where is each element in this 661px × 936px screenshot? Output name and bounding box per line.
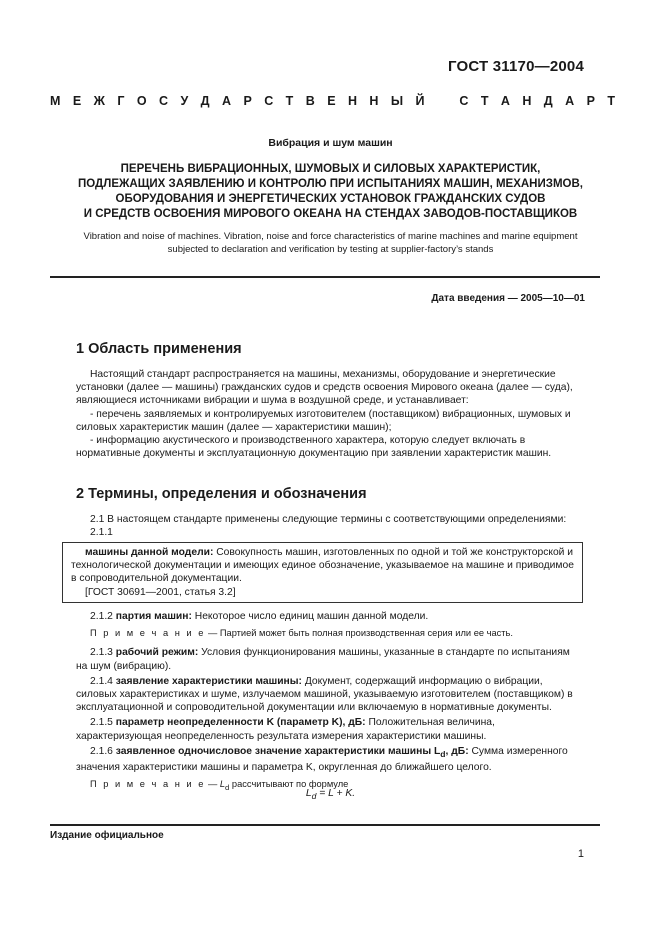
letter: Н — [369, 94, 379, 108]
clause-number: 2.1.1 — [90, 527, 113, 539]
term-text: заявленное одночисловое значение характеристики машины L — [115, 745, 441, 757]
introduction-date: Дата введения — 2005—10—01 — [431, 293, 585, 304]
definition-text: Документ, содержащий информацию о вибрации, силовых характеристиках и шуме, излучаемом машиной, указываемую изготовителем (поставщиком) в эксплуатационной и сопроводительной документации или включаемую в нормативные документы. — [76, 675, 573, 714]
title-line: ПОДЛЕЖАЩИХ ЗАЯВЛЕНИЮ И КОНТРОЛЮ ПРИ ИСПЫТАНИЯХ МАШИН, МЕХАНИЗМОВ, — [78, 178, 583, 190]
standard-type-heading — [50, 94, 615, 108]
note-text: рассчитывают по формуле — [229, 779, 349, 790]
english-title — [30, 230, 631, 256]
title-line: ОБОРУДОВАНИЯ И ЭНЕРГЕТИЧЕСКИХ УСТАНОВОК ГРАЖДАНСКИХ СУДОВ — [115, 193, 546, 205]
definition-text: Условия функционирования машины, указанные в стандарте по испытаниям на шум (вибрацию). — [76, 647, 570, 672]
document-subtitle: Вибрация и шум машин — [268, 137, 393, 149]
letter: Н — [347, 94, 357, 108]
title-line: ПЕРЕЧЕНЬ ВИБРАЦИОННЫХ, ШУМОВЫХ И СИЛОВЫХ ХАРАКТЕРИСТИК, — [120, 163, 541, 175]
term-end: , дБ: — [445, 745, 469, 757]
note-dash: — — [205, 779, 220, 790]
letter: Г — [117, 94, 125, 108]
list-item: - информацию акустического и производственного характера, которую следует включать в нормативные документы и эксплуатационную документацию при заявлении характеристик машин. — [76, 435, 552, 460]
formula-rhs: = L + K. — [316, 788, 356, 799]
term-definition-box — [62, 542, 583, 603]
letter: Т — [285, 94, 294, 108]
letter: С — [459, 94, 469, 108]
subscript: d — [440, 748, 446, 759]
term: рабочий режим: — [115, 647, 199, 659]
letter: А — [565, 94, 575, 108]
clause-2-1 — [76, 513, 582, 539]
document-title — [30, 162, 631, 222]
definition — [76, 675, 582, 715]
definition — [76, 646, 582, 672]
section-2-body — [76, 610, 582, 794]
footer-divider — [50, 824, 600, 826]
section-1-body — [76, 368, 582, 460]
page-number: 1 — [577, 848, 584, 860]
letter: М — [50, 94, 61, 108]
definition-text: Совокупность машин, изготовленных по одной и той же конструкторской и технологической документации и имеющих единое обозначение, указываемое на машине и приводимое в сопроводительной документации. — [71, 547, 574, 585]
formula-lhs: L — [305, 788, 312, 799]
title-divider — [50, 276, 600, 278]
letter: Н — [522, 94, 532, 108]
clause-number: 2.1.5 — [90, 717, 113, 729]
section-2-heading: 2 Термины, определения и обозначения — [76, 486, 367, 502]
letter: Д — [200, 94, 210, 108]
definition-text: Некоторое число единиц машин данной модели. — [191, 611, 429, 622]
clause-number: 2.1.6 — [90, 745, 113, 757]
letter: Е — [72, 94, 82, 108]
letter: Р — [586, 94, 595, 108]
note-text: — Партией может быть полная производственная серия или ее часть. — [205, 628, 513, 639]
source-reference: [ГОСТ 30691—2001, статья 3.2] — [85, 586, 236, 598]
gost-number: ГОСТ 31170—2004 — [447, 58, 584, 75]
subscript: d — [311, 791, 317, 802]
definition-text: Положительная величина, характеризующая неопределенность результата измерения характеристики машины. — [76, 717, 495, 742]
clause-number: 2.1.3 — [90, 647, 113, 659]
term: параметр неопределенности K (параметр K), дБ: — [115, 717, 366, 729]
english-title-line: Vibration and noise of machines. Vibration, noise and force characteristics of marine machines and marine equipment — [83, 231, 578, 242]
term: заявление характеристики машины: — [115, 675, 302, 687]
letter: Ж — [93, 94, 105, 108]
letter: О — [136, 94, 147, 108]
letter: Д — [543, 94, 553, 108]
letter: Ы — [390, 94, 404, 108]
definition-text: Сумма измеренного значения характеристики машины и параметра K, округленная до ближайшего целого. — [76, 745, 568, 774]
note-label: П р и м е ч а н и е — [90, 779, 206, 790]
paragraph: Настоящий стандарт распространяется на машины, механизмы, оборудование и энергетические установки (далее — машины) гражданских судов и средств освоения Мирового океана (далее — суда), являющиеся источниками вибрации и шума в воздушной среде, и устанавливает: — [76, 369, 573, 407]
letter: Т — [480, 94, 489, 108]
letter: В — [305, 94, 315, 108]
title-line: И СРЕДСТВ ОСВОЕНИЯ МИРОВОГО ОКЕАНА НА СТЕНДАХ ЗАВОДОВ-ПОСТАВЩИКОВ — [83, 208, 578, 220]
list-item: - перечень заявляемых и контролируемых изготовителем (поставщиком) вибрационных, шумовых и силовых характеристик машин (далее — характеристики машин); — [76, 408, 571, 433]
term: машины данной модели: — [85, 547, 214, 558]
formula — [0, 788, 661, 801]
term: партия машин: — [115, 611, 192, 622]
definition — [76, 716, 582, 742]
letter: А — [222, 94, 232, 108]
letter: Р — [243, 94, 252, 108]
definition — [76, 745, 582, 774]
term — [116, 746, 469, 757]
word-gap — [437, 94, 447, 108]
english-title-line: subjected to declaration and verification by testing at supplier-factory’s stands — [167, 244, 494, 255]
letter: Е — [327, 94, 336, 108]
letter: А — [500, 94, 510, 108]
section-1-heading: 1 Область применения — [76, 341, 242, 357]
letter: Й — [415, 94, 425, 108]
variable: L — [219, 779, 226, 790]
letter: Т — [607, 94, 615, 108]
letter: С — [159, 94, 169, 108]
edition-label: Издание официальное — [50, 830, 164, 841]
definition — [76, 610, 582, 623]
clause-number: 2.1.4 — [90, 675, 113, 687]
note — [76, 627, 582, 640]
letter: У — [180, 94, 189, 108]
paragraph: 2.1 В настоящем стандарте применены следующие термины с соответствующими определениями: — [90, 514, 567, 525]
subscript: d — [225, 783, 230, 793]
letter: С — [264, 94, 274, 108]
clause-number: 2.1.2 — [90, 611, 113, 622]
note-label: П р и м е ч а н и е — [90, 628, 206, 639]
definition — [71, 546, 578, 586]
